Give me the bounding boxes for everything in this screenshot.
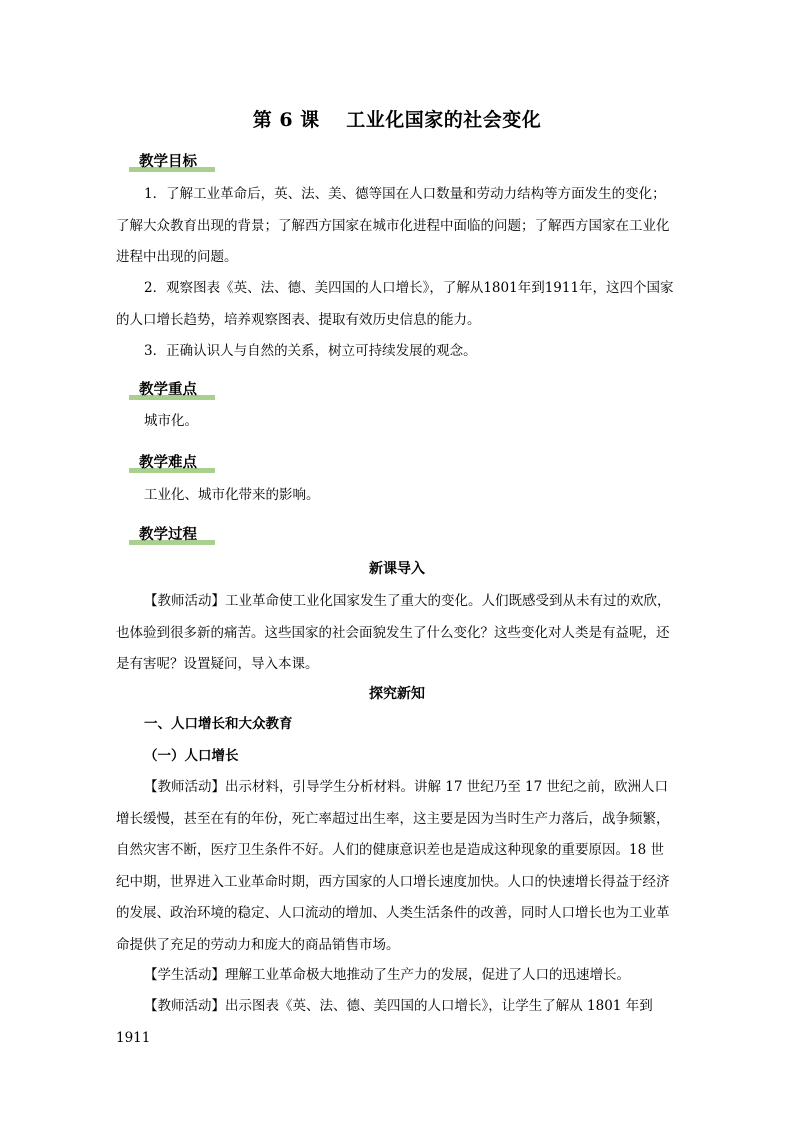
student-activity-paragraph: 【学生活动】理解工业革命极大地推动了生产力的发展，促进了人口的迅速增长。: [144, 967, 630, 983]
teacher-activity-paragraph-2: 【教师活动】出示图表《英、法、德、美四国的人口增长》，让学生了解从 1801 年到 1911: [116, 998, 653, 1046]
lesson-title: 第 6 课 工业化国家的社会变化: [252, 109, 542, 131]
teacher-activity-paragraph: 【教师活动】出示材料，引导学生分析材料。讲解 17 世纪乃至 17 世纪之前，欧洲人口增长缓慢，甚至在有的年份，死亡率超过出生率，这主要是因为当时生产力落后，战争频繁，自然灾害不断，医疗卫生条件不好。人们的健康意识差也是造成这种现象的重要原因。18 世纪中期，世界进入工业革命时期，西方国家的人口增长速度加快。人口的快速增长得益于经济的发展、政治环境的稳定、人口流动的增加、人类生活条件的改善，同时人口增长也为工业革命提供了充足的劳动力和庞大的商品销售市场。: [116, 779, 670, 953]
subsubsection-heading: （一）人口增长: [144, 748, 239, 764]
goal-paragraph-1: 1．了解工业革命后，英、法、美、德等国在人口数量和劳动力结构等方面发生的变化；了解大众教育出现的背景；了解西方国家在城市化进程中面临的问题；了解西方国家在工业化进程中出现的问题。: [116, 186, 670, 265]
section-heading-process: [129, 523, 215, 545]
intro-title: 新课导入: [369, 561, 425, 577]
explore-title: 探究新知: [369, 686, 425, 702]
section-heading-text: 教学目标: [139, 153, 197, 170]
section-heading-goals: [129, 150, 215, 172]
section-heading-text: 教学重点: [139, 381, 197, 398]
section-heading-text: 教学过程: [139, 526, 197, 543]
subsection-heading: 一、人口增长和大众教育: [144, 716, 293, 732]
section-heading-text: 教学难点: [139, 454, 197, 471]
goal-paragraph-3: 3．正确认识人与自然的关系，树立可持续发展的观念。: [144, 343, 477, 359]
difficulty-text: 工业化、城市化带来的影响。: [144, 487, 320, 503]
intro-paragraph: 【教师活动】工业革命使工业化国家发生了重大的变化。人们既感受到从未有过的欢欣，也体验到很多新的痛苦。这些国家的社会面貌发生了什么变化？这些变化对人类是有益呢，还是有害呢？设置疑问，导入本课。: [116, 593, 671, 672]
goal-paragraph-2: 2．观察图表《英、法、德、美四国的人口增长》，了解从1801年到1911年，这四个国家的人口增长趋势，培养观察图表、提取有效历史信息的能力。: [116, 280, 674, 328]
focus-text: 城市化。: [144, 413, 198, 429]
section-heading-difficulty: [129, 451, 215, 473]
section-heading-focus: [129, 378, 215, 400]
